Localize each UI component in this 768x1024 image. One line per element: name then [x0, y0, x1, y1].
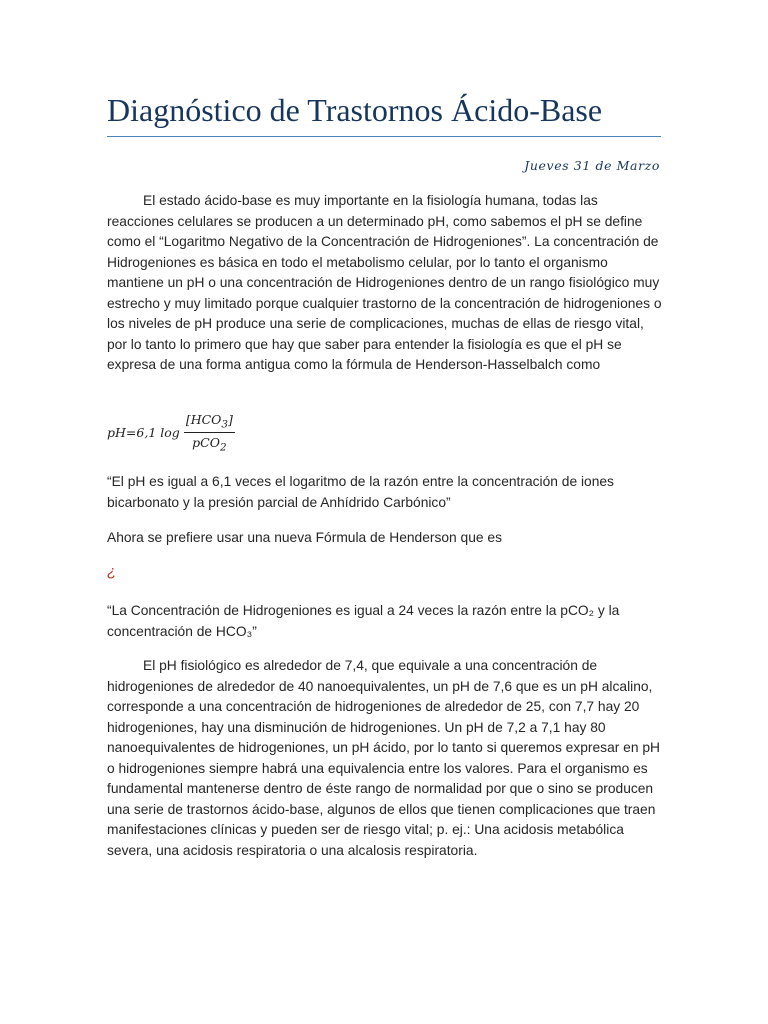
formula-numerator	[184, 412, 235, 433]
intro-paragraph: El estado ácido-base es muy importante en la fisiología humana, todas las reacciones celulares se producen a un determinado pH, como sabemos el pH se define como el “Logaritmo Negativo de la Concentración de Hidrogeniones”. La concentración de Hidrogeniones es básica en todo el metabolismo celular, por lo tanto el organismo mantiene un pH o una concentración de Hidrogeniones dentro de un rango fisiológico muy estrecho y muy limitado porque cualquier trastorno de la concentración de hidrogeniones o los niveles de pH produce una serie de complicaciones, muchas de ellas de riesgo vital, por lo tanto lo primero que hay que saber para entender la fisiología es que el pH se expresa de una forma antigua como la fórmula de Henderson-Hasselbalch como	[107, 193, 662, 372]
formula-fraction	[184, 412, 235, 453]
numerator-close: ]	[228, 412, 233, 427]
formula-coefficient: 6,1	[136, 425, 157, 440]
missing-formula-symbol: ¿	[107, 563, 117, 580]
formula-log: log	[160, 425, 180, 440]
title-underline	[107, 136, 661, 137]
formula-lhs: pH	[107, 425, 126, 440]
henderson-hasselbalch-formula	[107, 412, 235, 453]
denominator-subscript: 2	[219, 441, 227, 453]
date-line: Jueves 31 de Marzo	[524, 158, 660, 173]
formula-equals: =	[125, 425, 137, 440]
quote-paragraph-1: “El pH es igual a 6,1 veces el logaritmo de la razón entre la concentración de iones bicarbonato y la presión parcial de Anhídrido Carbónico”	[107, 474, 614, 510]
formula-denominator	[190, 433, 228, 454]
numerator-text: [HCO	[185, 412, 222, 427]
physiology-paragraph: El pH fisiológico es alrededor de 7,4, que equivale a una concentración de hidrogeniones de alrededor de 40 nanoequivalentes, un pH de 7,6 que es un pH alcalino, corresponde a una concentración de hidrogeniones de alrededor de 25, con 7,7 hay 20 hidrogeniones, hay una disminución de hidrogeniones. Un pH de 7,2 a 7,1 hay 80 nanoequivalentes de hidrogeniones, un pH ácido, por lo tanto si queremos expresar en pH o hidrogeniones siempre habrá una equivalencia entre los valores. Para el organismo es fundamental mantenerse dentro de éste rango de normalidad por que o sino se producen una serie de trastornos ácido-base, algunos de ellos que tienen complicaciones que traen manifestaciones clínicas y pueden ser de riesgo vital; p. ej.: Una acidosis metabólica severa, una acidosis respiratoria o una alcalosis respiratoria.	[107, 658, 661, 858]
quote-paragraph-2: “La Concentración de Hidrogeniones es igual a 24 veces la razón entre la pCO₂ y la concentración de HCO₃”	[107, 603, 620, 639]
numerator-subscript: 3	[221, 418, 229, 431]
page-title: Diagnóstico de Trastornos Ácido-Base	[107, 92, 603, 128]
new-formula-paragraph: Ahora se prefiere usar una nueva Fórmula de Henderson que es	[107, 530, 502, 545]
denominator-text: pCO	[192, 434, 220, 450]
